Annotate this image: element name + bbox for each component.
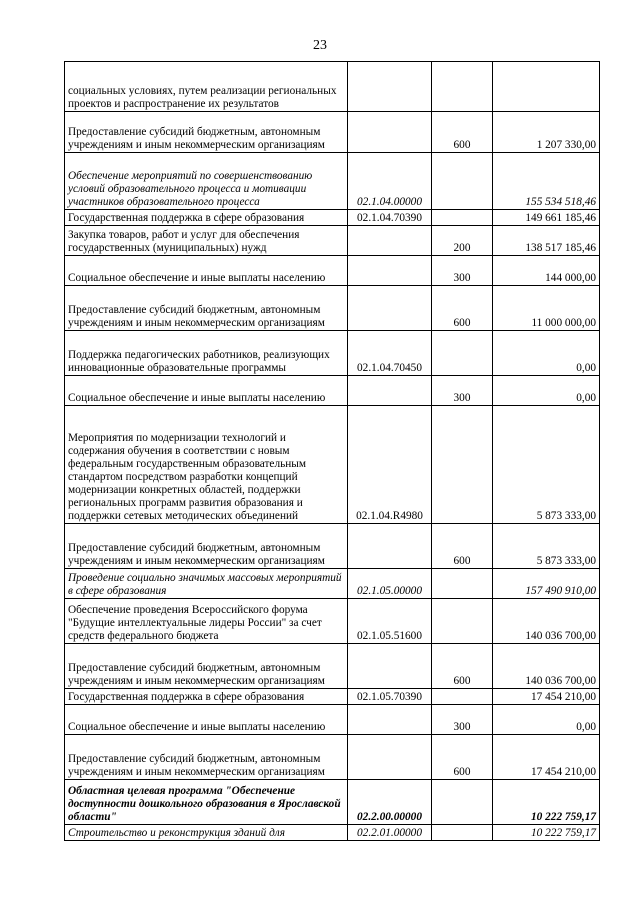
row-type-cell bbox=[432, 780, 493, 825]
row-name-cell: социальных условиях, путем реализации региональных проектов и распространение их результатов bbox=[65, 62, 348, 112]
page-number: 23 bbox=[313, 38, 327, 53]
row-name-cell: Строительство и реконструкция зданий для bbox=[65, 825, 348, 841]
row-amount-cell: 149 661 185,46 bbox=[493, 210, 600, 226]
row-amount-cell: 0,00 bbox=[493, 705, 600, 735]
budget-table-body bbox=[65, 62, 600, 841]
table-row bbox=[65, 524, 600, 569]
row-amount-cell: 5 873 333,00 bbox=[493, 524, 600, 569]
row-name-cell: Обеспечение мероприятий по совершенствованию условий образовательного процесса и мотивации участников образовательного процесса bbox=[65, 153, 348, 210]
row-amount-cell: 17 454 210,00 bbox=[493, 689, 600, 705]
row-name-cell: Предоставление субсидий бюджетным, автономным учреждениям и иным некоммерческим организациям bbox=[65, 735, 348, 780]
row-amount-cell: 155 534 518,46 bbox=[493, 153, 600, 210]
row-amount-cell: 5 873 333,00 bbox=[493, 406, 600, 524]
table-row bbox=[65, 62, 600, 112]
row-type-cell bbox=[432, 569, 493, 599]
row-amount-cell: 144 000,00 bbox=[493, 256, 600, 286]
row-code-cell: 02.1.04.R4980 bbox=[348, 406, 432, 524]
row-code-cell: 02.1.05.00000 bbox=[348, 569, 432, 599]
row-code-cell: 02.1.05.70390 bbox=[348, 689, 432, 705]
row-name-cell: Социальное обеспечение и иные выплаты населению bbox=[65, 376, 348, 406]
row-name-cell: Предоставление субсидий бюджетным, автономным учреждениям и иным некоммерческим организациям bbox=[65, 524, 348, 569]
row-type-cell: 600 bbox=[432, 524, 493, 569]
row-type-cell bbox=[432, 210, 493, 226]
table-row bbox=[65, 210, 600, 226]
table-row bbox=[65, 825, 600, 841]
row-name-cell: Мероприятия по модернизации технологий и содержания обучения в соответствии с новым федеральным государственным образовательным стандартом посредством разработки концепций модернизации конкретных областей, поддержки региональных программ развития образования и поддержки сетевых методических объединений bbox=[65, 406, 348, 524]
row-code-cell bbox=[348, 226, 432, 256]
row-amount-cell: 10 222 759,17 bbox=[493, 780, 600, 825]
row-name-cell: Проведение социально значимых массовых мероприятий в сфере образования bbox=[65, 569, 348, 599]
row-type-cell: 300 bbox=[432, 256, 493, 286]
row-amount-cell: 1 207 330,00 bbox=[493, 112, 600, 153]
table-row bbox=[65, 153, 600, 210]
table-row bbox=[65, 705, 600, 735]
row-code-cell bbox=[348, 524, 432, 569]
table-row bbox=[65, 644, 600, 689]
row-name-cell: Закупка товаров, работ и услуг для обеспечения государственных (муниципальных) нужд bbox=[65, 226, 348, 256]
row-amount-cell: 157 490 910,00 bbox=[493, 569, 600, 599]
table-row bbox=[65, 376, 600, 406]
row-code-cell bbox=[348, 735, 432, 780]
row-amount-cell: 10 222 759,17 bbox=[493, 825, 600, 841]
table-row bbox=[65, 112, 600, 153]
row-type-cell bbox=[432, 599, 493, 644]
table-row bbox=[65, 286, 600, 331]
row-name-cell: Социальное обеспечение и иные выплаты населению bbox=[65, 705, 348, 735]
row-amount-cell: 0,00 bbox=[493, 376, 600, 406]
row-amount-cell: 138 517 185,46 bbox=[493, 226, 600, 256]
row-code-cell: 02.1.04.70390 bbox=[348, 210, 432, 226]
row-code-cell bbox=[348, 376, 432, 406]
row-name-cell: Государственная поддержка в сфере образования bbox=[65, 689, 348, 705]
row-name-cell: Предоставление субсидий бюджетным, автономным учреждениям и иным некоммерческим организациям bbox=[65, 112, 348, 153]
table-row bbox=[65, 406, 600, 524]
row-name-cell: Предоставление субсидий бюджетным, автономным учреждениям и иным некоммерческим организациям bbox=[65, 644, 348, 689]
row-name-cell: Социальное обеспечение и иные выплаты населению bbox=[65, 256, 348, 286]
row-code-cell bbox=[348, 112, 432, 153]
row-code-cell bbox=[348, 256, 432, 286]
row-code-cell: 02.1.05.51600 bbox=[348, 599, 432, 644]
row-type-cell bbox=[432, 689, 493, 705]
row-code-cell bbox=[348, 62, 432, 112]
row-type-cell bbox=[432, 153, 493, 210]
table-row bbox=[65, 256, 600, 286]
row-type-cell: 300 bbox=[432, 705, 493, 735]
table-row bbox=[65, 226, 600, 256]
row-amount-cell: 0,00 bbox=[493, 331, 600, 376]
table-row bbox=[65, 331, 600, 376]
row-type-cell bbox=[432, 331, 493, 376]
table-row bbox=[65, 599, 600, 644]
row-type-cell bbox=[432, 406, 493, 524]
row-amount-cell: 11 000 000,00 bbox=[493, 286, 600, 331]
row-code-cell: 02.2.00.00000 bbox=[348, 780, 432, 825]
table-row bbox=[65, 569, 600, 599]
row-code-cell: 02.2.01.00000 bbox=[348, 825, 432, 841]
row-name-cell: Обеспечение проведения Всероссийского форума "Будущие интеллектуальные лидеры России" за счет средств федерального бюджета bbox=[65, 599, 348, 644]
row-type-cell: 200 bbox=[432, 226, 493, 256]
row-name-cell: Поддержка педагогических работников, реализующих инновационные образовательные программы bbox=[65, 331, 348, 376]
row-code-cell bbox=[348, 705, 432, 735]
row-type-cell: 600 bbox=[432, 644, 493, 689]
table-row bbox=[65, 735, 600, 780]
row-amount-cell: 140 036 700,00 bbox=[493, 644, 600, 689]
row-type-cell: 600 bbox=[432, 286, 493, 331]
row-type-cell bbox=[432, 62, 493, 112]
row-type-cell: 600 bbox=[432, 735, 493, 780]
table-row bbox=[65, 780, 600, 825]
table-row bbox=[65, 689, 600, 705]
row-code-cell bbox=[348, 644, 432, 689]
row-type-cell bbox=[432, 825, 493, 841]
row-name-cell: Областная целевая программа "Обеспечение доступности дошкольного образования в Ярославской области" bbox=[65, 780, 348, 825]
row-code-cell bbox=[348, 286, 432, 331]
row-code-cell: 02.1.04.70450 bbox=[348, 331, 432, 376]
budget-table bbox=[64, 61, 600, 841]
row-type-cell: 600 bbox=[432, 112, 493, 153]
row-name-cell: Предоставление субсидий бюджетным, автономным учреждениям и иным некоммерческим организациям bbox=[65, 286, 348, 331]
row-type-cell: 300 bbox=[432, 376, 493, 406]
row-amount-cell: 17 454 210,00 bbox=[493, 735, 600, 780]
row-amount-cell: 140 036 700,00 bbox=[493, 599, 600, 644]
row-name-cell: Государственная поддержка в сфере образования bbox=[65, 210, 348, 226]
row-code-cell: 02.1.04.00000 bbox=[348, 153, 432, 210]
row-amount-cell bbox=[493, 62, 600, 112]
